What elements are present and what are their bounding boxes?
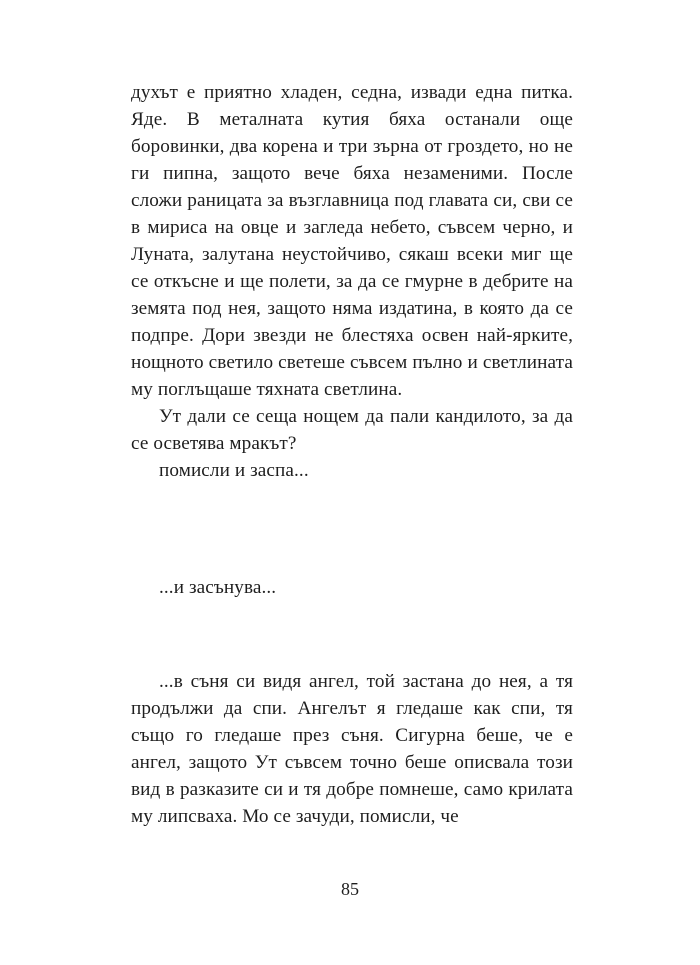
paragraph-angel: ...в съня си видя ангел, той застана до нея, а тя продължи да спи. Ангелът я гледаше как спи, тя също го гледаше през съня. Сигурна беше, че е ангел, защото Ут съвсем точно беше описвала този вид в разказите си и тя добре помнеше, само крилата му липсваха. Мо се зачуди, помисли, че: [131, 671, 573, 827]
text-block-bottom: [131, 668, 573, 830]
paragraph-continued: духът е приятно хладен, седна, извади една питка. Яде. В металната кутия бяха останали още боровинки, два корена и три зърна от гроздето, но не ги пипна, защото вече бяха незаменими. После сложи раницата за възглавница под главата си, сви се в мириса на овце и загледа небето, съвсем черно, и Луната, залутана неустойчиво, сякаш всеки миг ще се откъсне и ще полети, за да се гмурне в дебрите на земята под нея, защото няма издатина, в която да се подпре. Дори звезди не блестяха освен най-ярките, нощното светило светеше съвсем пълно и светлината му поглъщаше тяхната светлина.: [131, 82, 573, 400]
paragraph-dreaming: ...и засънува...: [159, 577, 277, 598]
text-block-top: [131, 79, 573, 484]
paragraph-fell-asleep: помисли и заспа...: [159, 460, 309, 481]
page-number: 85: [341, 879, 359, 899]
text-block-middle: [131, 574, 573, 601]
paragraph-question: Ут дали се сеща нощем да пали кандилото, за да се осветява мракът?: [131, 406, 573, 454]
